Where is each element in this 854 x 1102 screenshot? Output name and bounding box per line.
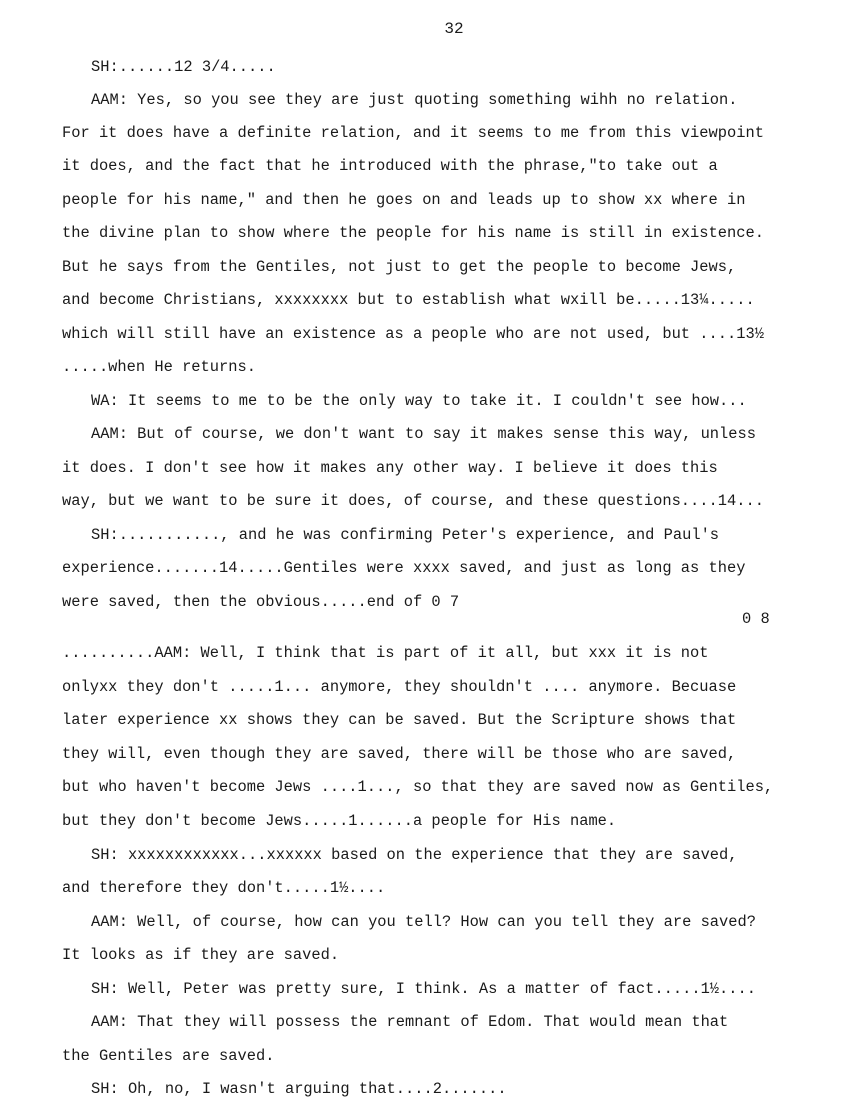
- transcript-line: and therefore they don't.....1½....: [62, 879, 386, 897]
- transcript-line: WA: It seems to me to be the only way to take it. I couldn't see how...: [91, 392, 747, 410]
- transcript-line: AAM: Well, of course, how can you tell? How can you tell they are saved?: [91, 913, 756, 931]
- transcript-line: SH:..........., and he was confirming Peter's experience, and Paul's: [91, 526, 720, 544]
- transcript-line: but who haven't become Jews ....1..., so that they are saved now as Gentiles,: [62, 778, 774, 796]
- transcript-line: AAM: That they will possess the remnant of Edom. That would mean that: [91, 1013, 729, 1031]
- transcript-line: SH: xxxxxxxxxxxx...xxxxxx based on the experience that they are saved,: [91, 846, 738, 864]
- transcript-line: way, but we want to be sure it does, of course, and these questions....14...: [62, 492, 764, 510]
- transcript-line: onlyxx they don't .....1... anymore, they shouldn't .... anymore. Becuase: [62, 678, 737, 696]
- transcript-line: AAM: Yes, so you see they are just quoting something wihh no relation.: [91, 91, 738, 109]
- transcript-line: ..........AAM: Well, I think that is part of it all, but xxx it is not: [62, 644, 709, 662]
- transcript-line: later experience xx shows they can be saved. But the Scripture shows that: [62, 711, 737, 729]
- transcript-line: experience.......14.....Gentiles were xxxx saved, and just as long as they: [62, 559, 746, 577]
- transcript-line: it does. I don't see how it makes any other way. I believe it does this: [62, 459, 718, 477]
- transcript-line: AAM: But of course, we don't want to say it makes sense this way, unless: [91, 425, 756, 443]
- transcript-line: which will still have an existence as a people who are not used, but ....13½: [62, 325, 764, 343]
- transcript-line: the Gentiles are saved.: [62, 1047, 275, 1065]
- transcript-line: they will, even though they are saved, there will be those who are saved,: [62, 745, 737, 763]
- transcript-line: were saved, then the obvious.....end of 0 7: [62, 593, 460, 611]
- transcript-line: But he says from the Gentiles, not just to get the people to become Jews,: [62, 258, 737, 276]
- section-marker: 0 8: [742, 610, 770, 628]
- transcript-line: For it does have a definite relation, and it seems to me from this viewpoint: [62, 124, 764, 142]
- transcript-line: .....when He returns.: [62, 358, 256, 376]
- transcript-line: but they don't become Jews.....1......a people for His name.: [62, 812, 617, 830]
- transcript-line: SH: Oh, no, I wasn't arguing that....2.......: [91, 1080, 507, 1098]
- page-number: 32: [444, 20, 464, 38]
- transcript-line: SH: Well, Peter was pretty sure, I think. As a matter of fact.....1½....: [91, 980, 756, 998]
- transcript-line: people for his name," and then he goes on and leads up to show xx where in: [62, 191, 746, 209]
- transcript-line: and become Christians, xxxxxxxx but to establish what wxill be.....13¼.....: [62, 291, 755, 309]
- transcript-line: It looks as if they are saved.: [62, 946, 340, 964]
- transcript-line: SH:......12 3/4.....: [91, 58, 276, 76]
- transcript-line: the divine plan to show where the people for his name is still in existence.: [62, 224, 764, 242]
- transcript-line: it does, and the fact that he introduced with the phrase,"to take out a: [62, 157, 718, 175]
